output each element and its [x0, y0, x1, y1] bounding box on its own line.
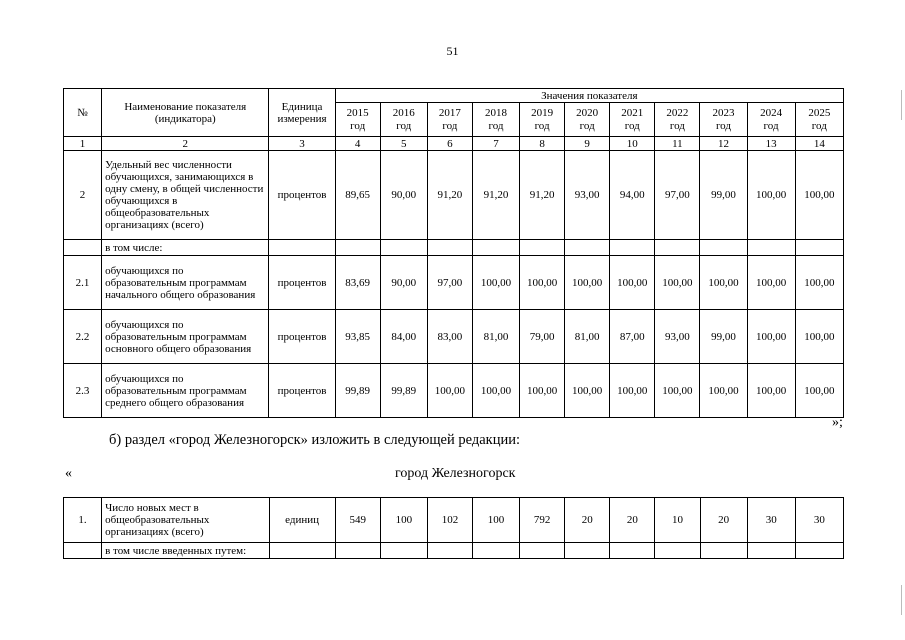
- column-number: 1: [64, 137, 102, 151]
- value-cell: [565, 240, 610, 256]
- header-year: 2019 год: [520, 103, 565, 137]
- table-row: [64, 256, 844, 310]
- value-cell: 89,65: [335, 151, 380, 240]
- column-number: 5: [380, 137, 427, 151]
- row-number: [64, 543, 102, 559]
- value-cell: 90,00: [380, 151, 427, 240]
- column-number: 7: [472, 137, 519, 151]
- indicator-name: в том числе введенных путем:: [102, 543, 269, 559]
- row-number: 1.: [64, 498, 102, 543]
- table-row: [64, 364, 844, 418]
- value-cell: 100,00: [520, 364, 565, 418]
- value-cell: 83,00: [427, 310, 472, 364]
- value-cell: 100,00: [747, 364, 795, 418]
- unit-cell: процентов: [269, 256, 335, 310]
- header-values-title: Значения показателя: [335, 89, 843, 103]
- value-cell: 87,00: [610, 310, 655, 364]
- value-cell: 100,00: [565, 256, 610, 310]
- table-row: [64, 240, 844, 256]
- value-cell: [380, 240, 427, 256]
- value-cell: 100,00: [427, 364, 472, 418]
- value-cell: 20: [700, 498, 747, 543]
- scan-edge-mark: [901, 90, 902, 120]
- value-cell: [335, 543, 380, 559]
- unit-cell: процентов: [269, 151, 335, 240]
- column-number: 9: [565, 137, 610, 151]
- section-title: город Железногорск: [395, 466, 516, 481]
- unit-cell: [269, 240, 335, 256]
- value-cell: 94,00: [610, 151, 655, 240]
- unit-cell: [269, 543, 335, 559]
- indicator-name: обучающихся по образовательным программам начального общего образования: [102, 256, 269, 310]
- value-cell: 97,00: [427, 256, 472, 310]
- value-cell: 99,00: [700, 151, 747, 240]
- value-cell: 91,20: [427, 151, 472, 240]
- value-cell: 100,00: [795, 256, 843, 310]
- unit-cell: единиц: [269, 498, 335, 543]
- row-number: [64, 240, 102, 256]
- value-cell: 81,00: [472, 310, 519, 364]
- row-number: 2.1: [64, 256, 102, 310]
- header-year: 2016 год: [380, 103, 427, 137]
- table-row: [64, 498, 844, 543]
- value-cell: 100,00: [700, 364, 747, 418]
- value-cell: 100,00: [700, 256, 747, 310]
- unit-cell: процентов: [269, 310, 335, 364]
- value-cell: 549: [335, 498, 380, 543]
- header-year: 2015 год: [335, 103, 380, 137]
- unit-cell: процентов: [269, 364, 335, 418]
- value-cell: 100: [380, 498, 427, 543]
- column-number: 14: [795, 137, 843, 151]
- value-cell: [520, 240, 565, 256]
- value-cell: 81,00: [565, 310, 610, 364]
- column-number: 12: [700, 137, 747, 151]
- value-cell: [700, 543, 747, 559]
- value-cell: [655, 543, 700, 559]
- opening-quote: «: [65, 466, 72, 481]
- indicator-name: Число новых мест в общеобразовательных организациях (всего): [102, 498, 269, 543]
- value-cell: 100,00: [472, 364, 519, 418]
- value-cell: 100,00: [747, 256, 795, 310]
- value-cell: [335, 240, 380, 256]
- value-cell: 792: [520, 498, 565, 543]
- value-cell: [472, 240, 519, 256]
- value-cell: 20: [610, 498, 655, 543]
- value-cell: 83,69: [335, 256, 380, 310]
- value-cell: 102: [427, 498, 472, 543]
- value-cell: [747, 240, 795, 256]
- column-number: 13: [747, 137, 795, 151]
- row-number: 2.2: [64, 310, 102, 364]
- value-cell: 100,00: [655, 256, 700, 310]
- value-cell: 90,00: [380, 256, 427, 310]
- value-cell: 100,00: [747, 310, 795, 364]
- value-cell: 93,00: [655, 310, 700, 364]
- value-cell: 100,00: [747, 151, 795, 240]
- column-number: 8: [520, 137, 565, 151]
- value-cell: 100,00: [655, 364, 700, 418]
- value-cell: 100,00: [795, 364, 843, 418]
- header-unit: Единица измерения: [269, 89, 335, 137]
- value-cell: [795, 543, 843, 559]
- value-cell: [747, 543, 795, 559]
- header-year: 2025 год: [795, 103, 843, 137]
- header-year: 2021 год: [610, 103, 655, 137]
- value-cell: [610, 543, 655, 559]
- value-cell: 100,00: [520, 256, 565, 310]
- column-number: 11: [655, 137, 700, 151]
- value-cell: 100,00: [565, 364, 610, 418]
- table-row: [64, 310, 844, 364]
- value-cell: 100: [473, 498, 520, 543]
- column-number: 6: [427, 137, 472, 151]
- value-cell: 91,20: [472, 151, 519, 240]
- row-number: 2: [64, 151, 102, 240]
- value-cell: [795, 240, 843, 256]
- column-number: 3: [269, 137, 335, 151]
- value-cell: [700, 240, 747, 256]
- value-cell: [610, 240, 655, 256]
- value-cell: [565, 543, 610, 559]
- column-number: 4: [335, 137, 380, 151]
- value-cell: [427, 543, 472, 559]
- value-cell: 20: [565, 498, 610, 543]
- value-cell: 93,00: [565, 151, 610, 240]
- value-cell: [427, 240, 472, 256]
- header-year: 2020 год: [565, 103, 610, 137]
- amendment-paragraph: б) раздел «город Железногорск» изложить в следующей редакции:: [109, 432, 521, 448]
- header-year: 2017 год: [427, 103, 472, 137]
- value-cell: 100,00: [795, 151, 843, 240]
- header-name: Наименование показателя (индикатора): [102, 89, 269, 137]
- value-cell: 100,00: [795, 310, 843, 364]
- header-year: 2023 год: [700, 103, 747, 137]
- value-cell: 10: [655, 498, 700, 543]
- indicator-name: в том числе:: [102, 240, 269, 256]
- header-year: 2024 год: [747, 103, 795, 137]
- page-number: 51: [446, 44, 459, 58]
- indicator-name: Удельный вес численности обучающихся, занимающихся в одну смену, в общей численности обучающихся в общеобразовательных организациях (всего): [102, 151, 269, 240]
- zheleznogorsk-table: [63, 497, 844, 559]
- table-row: [64, 543, 844, 559]
- indicator-name: обучающихся по образовательным программам среднего общего образования: [102, 364, 269, 418]
- value-cell: 99,89: [380, 364, 427, 418]
- scan-edge-mark: [901, 585, 902, 615]
- value-cell: 97,00: [655, 151, 700, 240]
- closing-quote: »;: [832, 415, 843, 430]
- value-cell: 99,89: [335, 364, 380, 418]
- column-number: 10: [610, 137, 655, 151]
- row-number: 2.3: [64, 364, 102, 418]
- value-cell: 100,00: [610, 364, 655, 418]
- value-cell: [473, 543, 520, 559]
- value-cell: 30: [747, 498, 795, 543]
- value-cell: 79,00: [520, 310, 565, 364]
- value-cell: 91,20: [520, 151, 565, 240]
- value-cell: [380, 543, 427, 559]
- table-row: [64, 151, 844, 240]
- value-cell: 100,00: [472, 256, 519, 310]
- header-year: 2018 год: [472, 103, 519, 137]
- indicator-name: обучающихся по образовательным программам основного общего образования: [102, 310, 269, 364]
- value-cell: [520, 543, 565, 559]
- value-cell: 100,00: [610, 256, 655, 310]
- value-cell: 93,85: [335, 310, 380, 364]
- value-cell: 84,00: [380, 310, 427, 364]
- header-year: 2022 год: [655, 103, 700, 137]
- column-number: 2: [102, 137, 269, 151]
- indicators-table: [63, 88, 844, 418]
- value-cell: 99,00: [700, 310, 747, 364]
- value-cell: [655, 240, 700, 256]
- value-cell: 30: [795, 498, 843, 543]
- header-num: №: [64, 89, 102, 137]
